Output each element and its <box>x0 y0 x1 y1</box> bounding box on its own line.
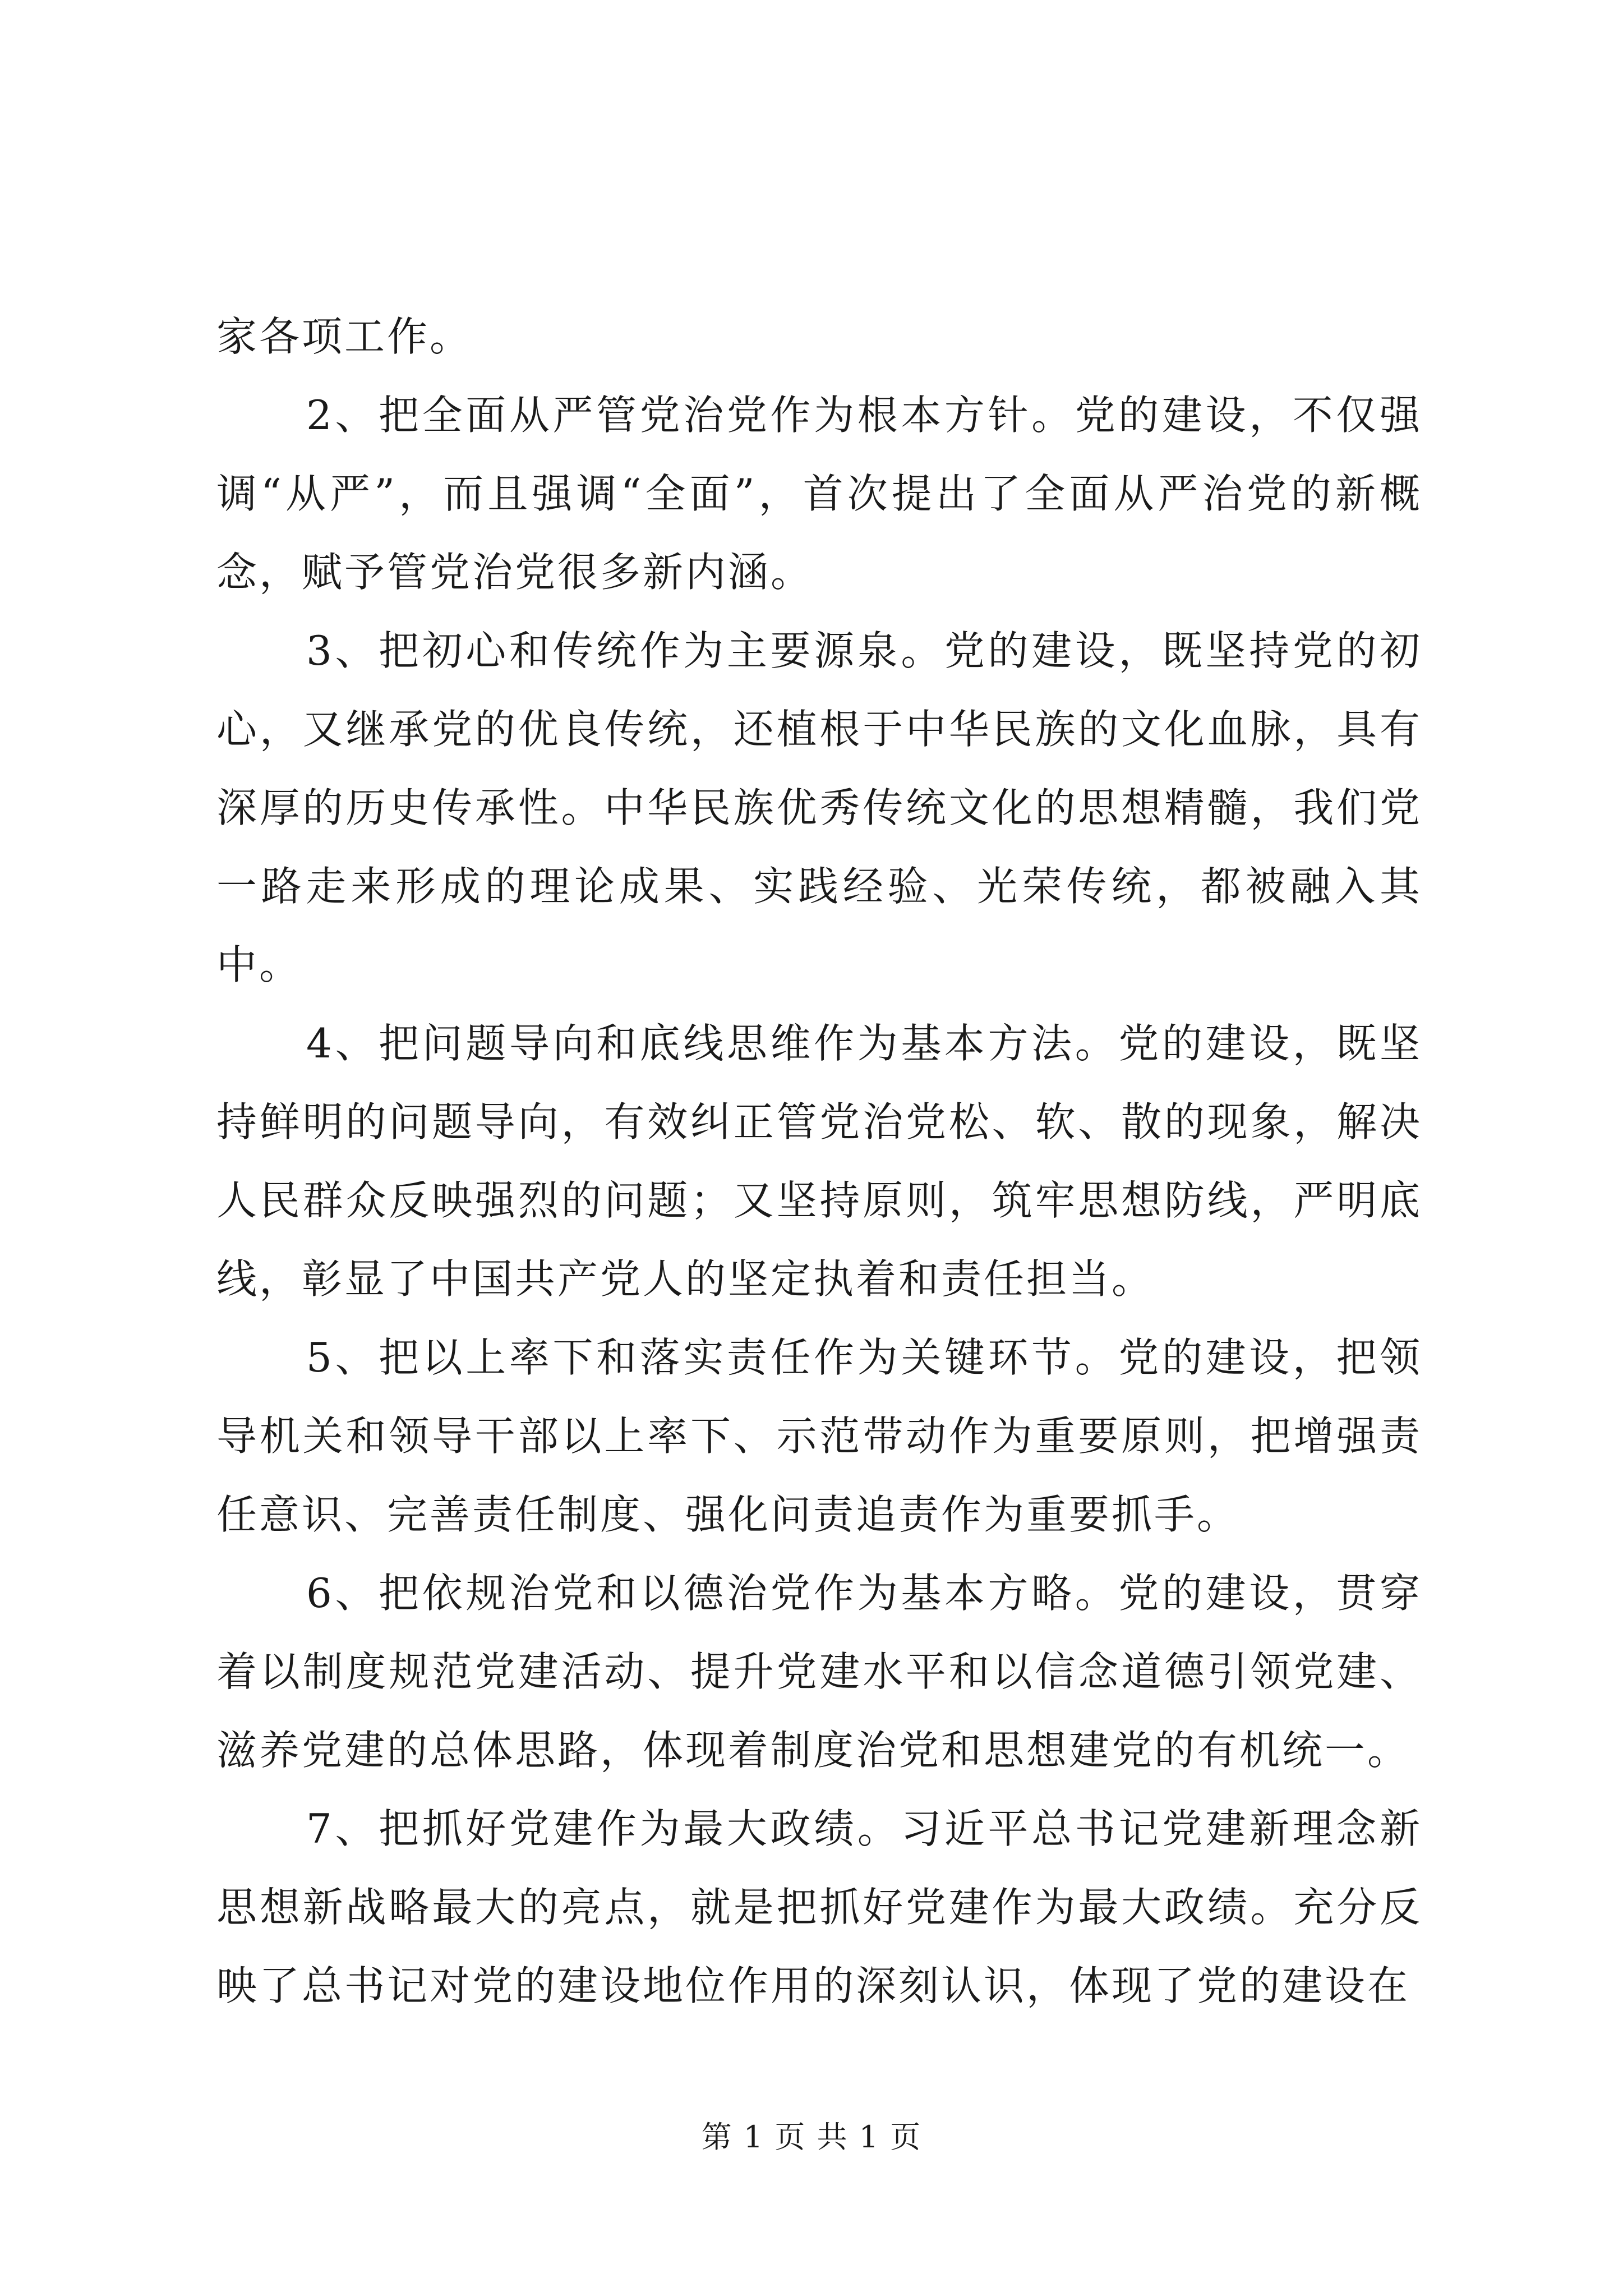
paragraph-item-6: 6、把依规治党和以德治党作为基本方略。党的建设，贯穿着以制度规范党建活动、提升党建水平和以信念道德引领党建、滋养党建的总体思路，体现着制度治党和思想建党的有机统一。 <box>216 1570 1422 1774</box>
page-footer: 第 1 页 共 1 页 <box>701 2119 922 2155</box>
document-body <box>216 297 1422 2025</box>
paragraph-item-2: 2、把全面从严管党治党作为根本方针。党的建设，不仅强调“从严”，而且强调“全面”，首次提出了全面从严治党的新概念，赋予管党治党很多新内涵。 <box>216 392 1422 596</box>
paragraph-item-3: 3、把初心和传统作为主要源泉。党的建设，既坚持党的初心，又继承党的优良传统，还植根于中华民族的文化血脉，具有深厚的历史传承性。中华民族优秀传统文化的思想精髓，我们党一路走来形成的理论成果、实践经验、光荣传统，都被融入其中。 <box>216 627 1422 988</box>
paragraph-item-5: 5、把以上率下和落实责任作为关键环节。党的建设，把领导机关和领导干部以上率下、示范带动作为重要原则，把增强责任意识、完善责任制度、强化问责追责作为重要抓手。 <box>216 1334 1422 1538</box>
paragraph-continuation: 家各项工作。 <box>216 313 473 360</box>
paragraph-item-7: 7、把抓好党建作为最大政绩。习近平总书记党建新理念新思想新战略最大的亮点，就是把抓好党建作为最大政绩。充分反映了总书记对党的建设地位作用的深刻认识，体现了党的建设在 <box>216 1805 1422 2009</box>
paragraph-item-4: 4、把问题导向和底线思维作为基本方法。党的建设，既坚持鲜明的问题导向，有效纠正管党治党松、软、散的现象，解决人民群众反映强烈的问题；又坚持原则，筑牢思想防线，严明底线，彰显了中国共产党人的坚定执着和责任担当。 <box>216 1020 1422 1303</box>
